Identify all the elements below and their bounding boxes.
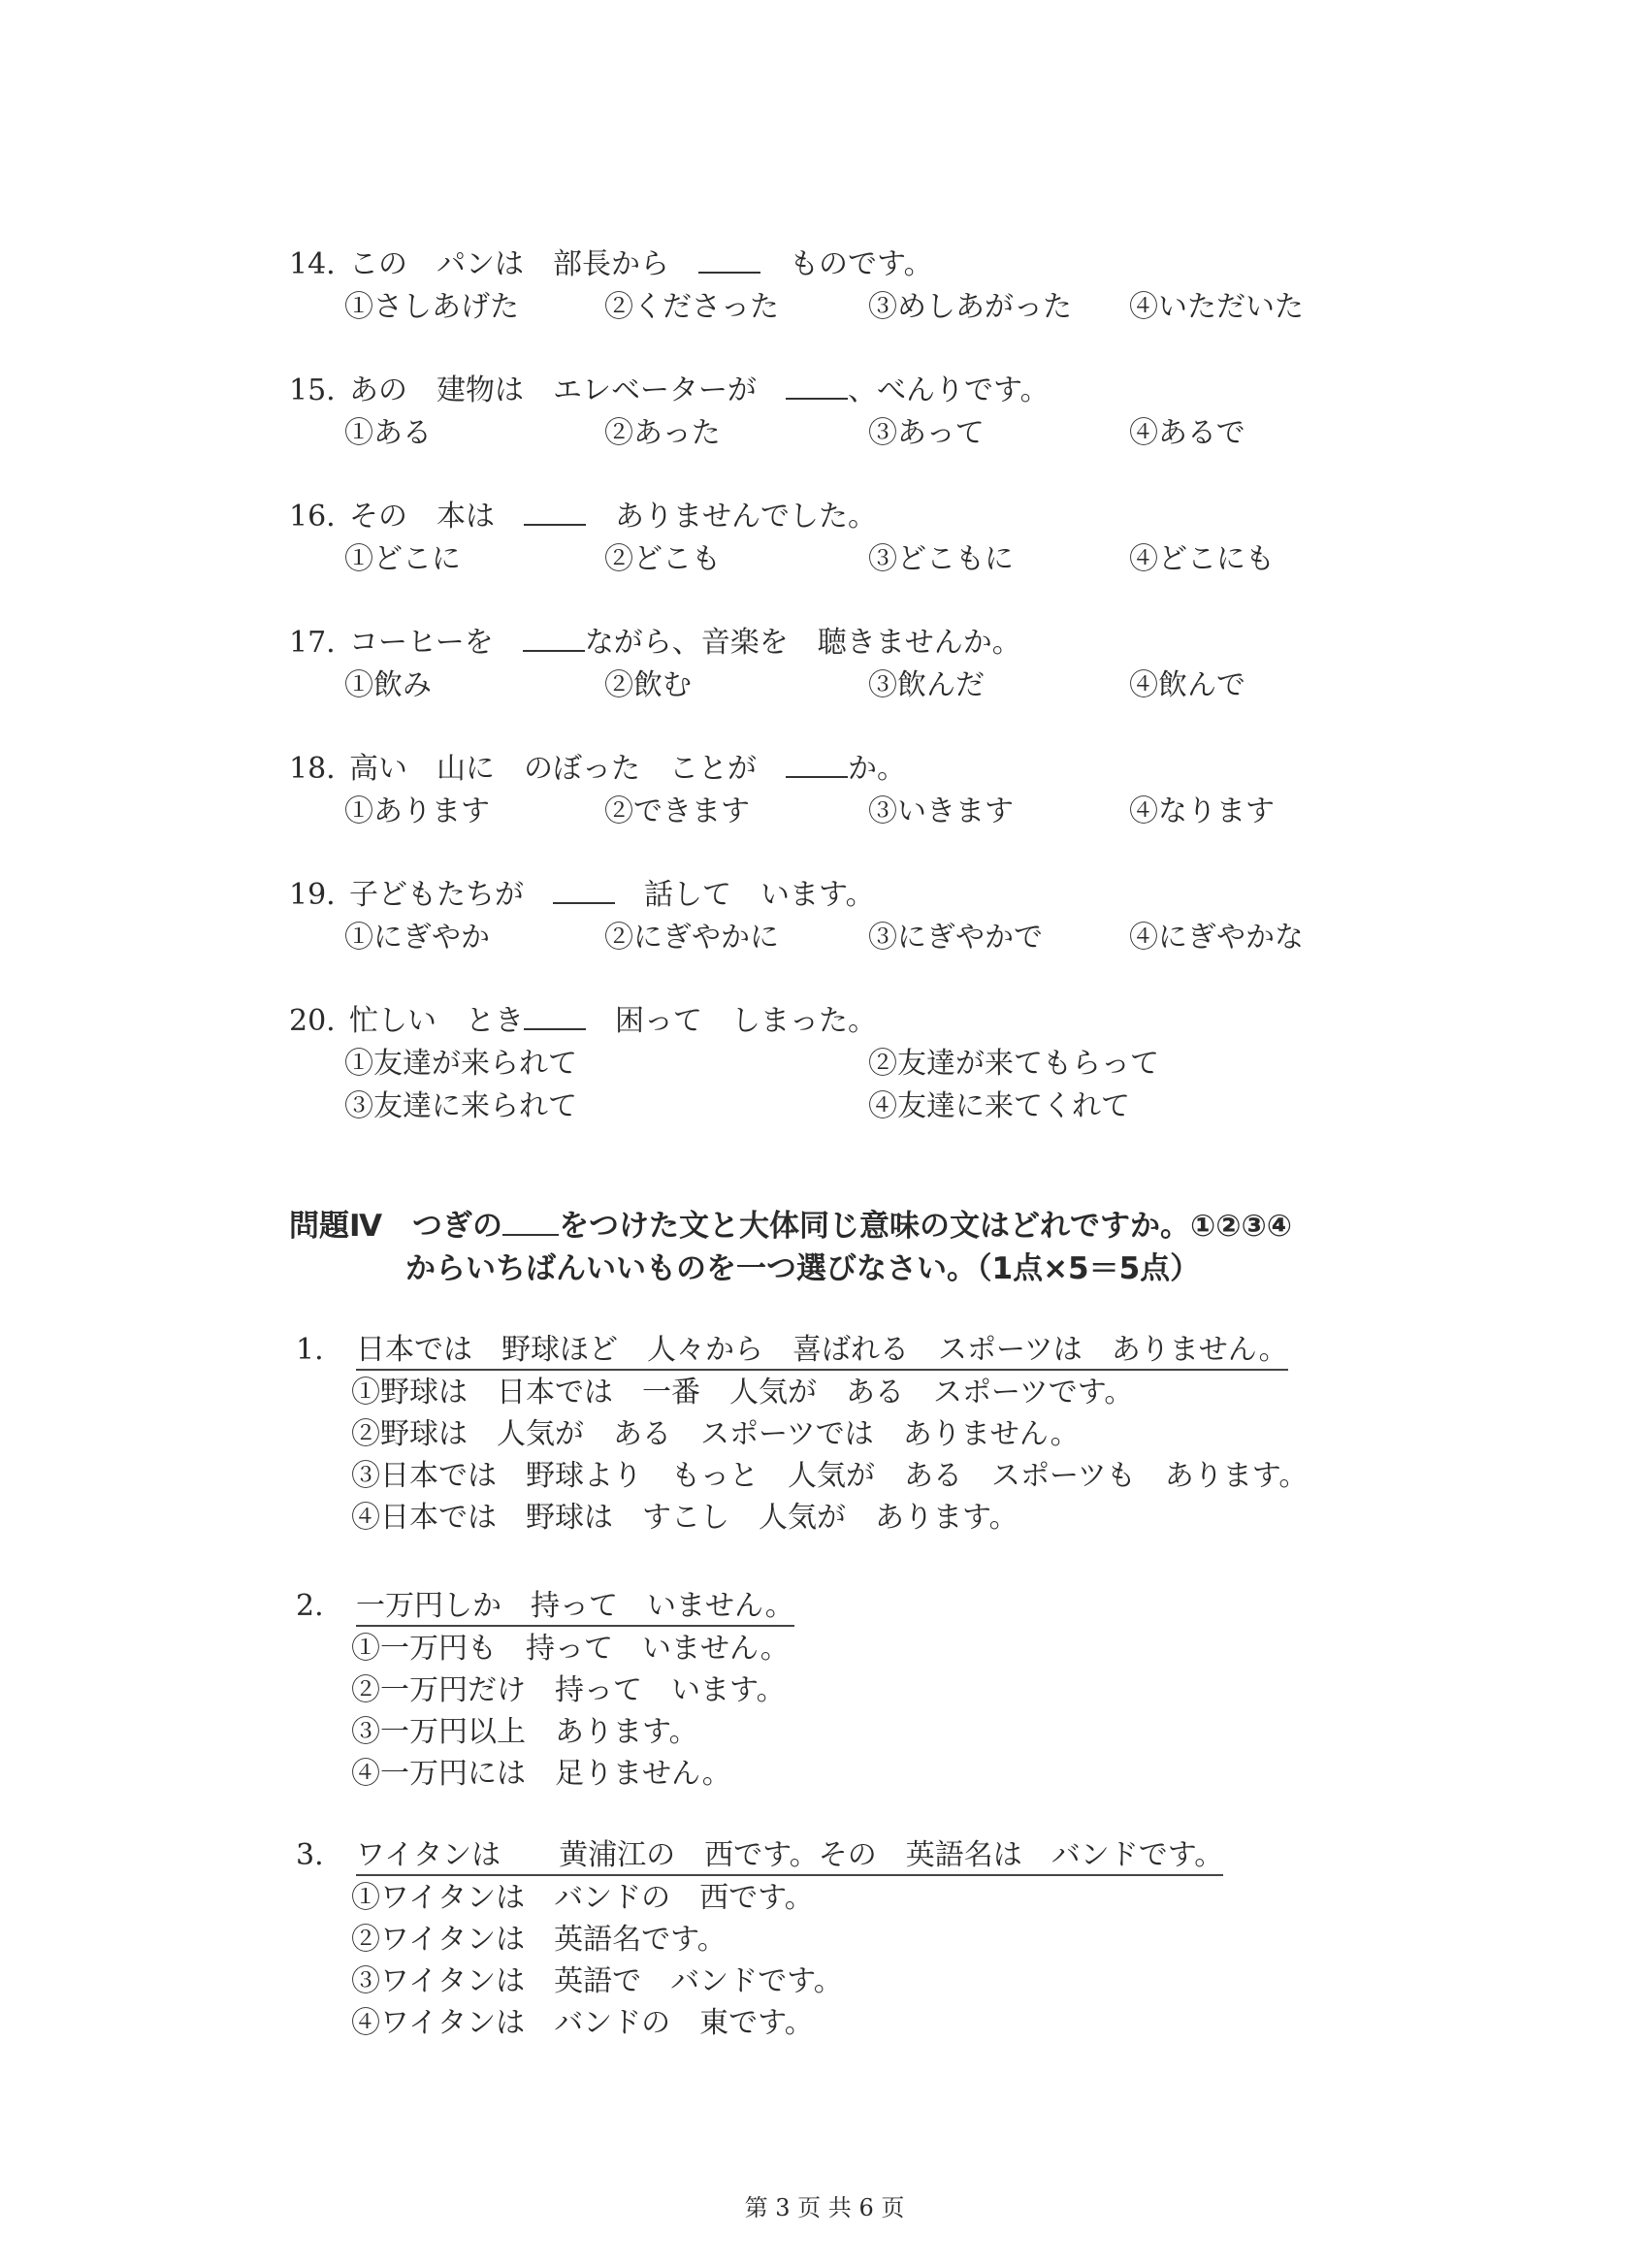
option-3[interactable]: ③めしあがった — [868, 290, 1072, 324]
option-4[interactable]: ④日本では 野球は すこし 人気が あります。 — [351, 1501, 1018, 1535]
underlined-sentence: ワイタンは 黄浦江の 西です。その 英語名は バンドです。 — [356, 1838, 1223, 1876]
item-number: 3. — [296, 1838, 324, 1872]
question-number: 20. — [289, 1004, 336, 1038]
heading-blank — [502, 1207, 559, 1236]
option-1[interactable]: ①にぎやか — [344, 921, 490, 955]
option-2[interactable]: ②にぎやかに — [604, 921, 779, 955]
answer-blank[interactable] — [786, 751, 848, 778]
option-3[interactable]: ③にぎやかで — [868, 921, 1043, 955]
option-2[interactable]: ②できます — [604, 794, 750, 828]
question-stem-end: ありませんでした。 — [615, 500, 877, 534]
option-1[interactable]: ①野球は 日本では 一番 人気が ある スポーツです。 — [351, 1376, 1134, 1409]
question-stem: コーヒーを — [349, 626, 494, 660]
option-2[interactable]: ②ワイタンは 英語名です。 — [351, 1923, 727, 1957]
option-4[interactable]: ④いただいた — [1129, 290, 1304, 324]
option-3[interactable]: ③一万円以上 あります。 — [351, 1715, 698, 1749]
option-2[interactable]: ②一万円だけ 持って います。 — [351, 1673, 786, 1707]
option-3[interactable]: ③いきます — [868, 794, 1014, 828]
option-4[interactable]: ④ワイタンは バンドの 東です。 — [351, 2006, 814, 2040]
option-4[interactable]: ④どこにも — [1129, 542, 1275, 576]
question-stem-end: 困って しまった。 — [615, 1004, 877, 1038]
answer-blank[interactable] — [698, 246, 760, 274]
item-number: 2. — [296, 1589, 324, 1623]
question-number: 15. — [289, 373, 336, 407]
question-number: 18. — [289, 752, 336, 786]
option-3[interactable]: ③ワイタンは 英語で バンドです。 — [351, 1964, 843, 1998]
question-14 — [289, 245, 1304, 331]
section-heading — [289, 1205, 1292, 1247]
question-18 — [289, 750, 1275, 835]
question-stem-end: 話して います。 — [644, 878, 875, 912]
option-1[interactable]: ①ある — [344, 416, 432, 450]
question-stem: 子どもたちが — [349, 878, 524, 912]
option-2[interactable]: ②あった — [604, 416, 721, 450]
option-1[interactable]: ①ワイタンは バンドの 西です。 — [351, 1881, 814, 1915]
item-number: 1. — [296, 1333, 324, 1367]
option-4[interactable]: ④友達に来てくれて — [868, 1089, 1130, 1123]
question-20 — [289, 1002, 1159, 1130]
option-4[interactable]: ④なります — [1129, 794, 1275, 828]
question-16 — [289, 498, 1275, 583]
option-2[interactable]: ②野球は 人気が ある スポーツでは ありません。 — [351, 1417, 1080, 1451]
question-number: 19. — [289, 878, 336, 912]
question-number: 17. — [289, 626, 336, 660]
question-stem-end: か。 — [848, 752, 906, 786]
question-stem: 忙しい とき — [349, 1004, 524, 1038]
underlined-sentence: 一万円しか 持って いません。 — [356, 1589, 794, 1627]
option-1[interactable]: ①さしあげた — [344, 290, 519, 324]
question-stem-end: 、べんりです。 — [848, 373, 1050, 407]
option-2[interactable]: ②くださった — [604, 290, 779, 324]
question-15 — [289, 372, 1245, 457]
paraphrase-item-3 — [296, 1836, 1223, 2046]
question-stem: 高い 山に のぼった ことが — [349, 752, 757, 786]
option-1[interactable]: ①飲み — [344, 668, 432, 702]
question-stem-end: ながら、音楽を 聴きませんか。 — [584, 626, 1021, 660]
question-number: 14. — [289, 247, 336, 281]
question-stem: この パンは 部長から — [349, 247, 669, 281]
option-1[interactable]: ①あります — [344, 794, 490, 828]
option-3[interactable]: ③友達に来られて — [344, 1089, 577, 1123]
section-instruction: をつけた文と大体同じ意味の文はどれですか。①②③④ — [559, 1209, 1293, 1244]
answer-blank[interactable] — [523, 625, 585, 652]
paraphrase-item-2 — [296, 1587, 794, 1797]
answer-blank[interactable] — [524, 499, 586, 526]
paraphrase-item-1 — [296, 1331, 1308, 1540]
question-stem: あの 建物は エレベーターが — [349, 373, 757, 407]
option-1[interactable]: ①友達が来られて — [344, 1047, 577, 1081]
option-2[interactable]: ②友達が来てもらって — [868, 1047, 1159, 1081]
question-stem: その 本は — [349, 500, 495, 534]
option-1[interactable]: ①どこに — [344, 542, 461, 576]
section-instruction-line2: からいちばんいいものを一つ選びなさい。（1点×5＝5点） — [405, 1251, 1201, 1286]
question-19 — [289, 876, 1304, 961]
option-2[interactable]: ②飲む — [604, 668, 692, 702]
answer-blank[interactable] — [786, 373, 848, 400]
section-title: 問題Ⅳ つぎの — [289, 1209, 503, 1244]
option-3[interactable]: ③あって — [868, 416, 985, 450]
option-4[interactable]: ④あるで — [1129, 416, 1245, 450]
option-4[interactable]: ④にぎやかな — [1129, 921, 1304, 955]
question-stem-end: ものです。 — [790, 247, 933, 281]
underlined-sentence: 日本では 野球ほど 人々から 喜ばれる スポーツは ありません。 — [356, 1333, 1288, 1371]
option-4[interactable]: ④一万円には 足りません。 — [351, 1757, 731, 1791]
option-4[interactable]: ④飲んで — [1129, 668, 1245, 702]
question-17 — [289, 624, 1245, 709]
option-3[interactable]: ③飲んだ — [868, 668, 985, 702]
answer-blank[interactable] — [524, 1003, 586, 1030]
page-footer: 第 3 页 共 6 页 — [744, 2194, 905, 2221]
option-3[interactable]: ③どこもに — [868, 542, 1014, 576]
answer-blank[interactable] — [553, 877, 615, 904]
option-3[interactable]: ③日本では 野球より もっと 人気が ある スポーツも あります。 — [351, 1459, 1309, 1493]
option-1[interactable]: ①一万円も 持って いません。 — [351, 1632, 790, 1666]
option-2[interactable]: ②どこも — [604, 542, 721, 576]
question-number: 16. — [289, 500, 336, 534]
